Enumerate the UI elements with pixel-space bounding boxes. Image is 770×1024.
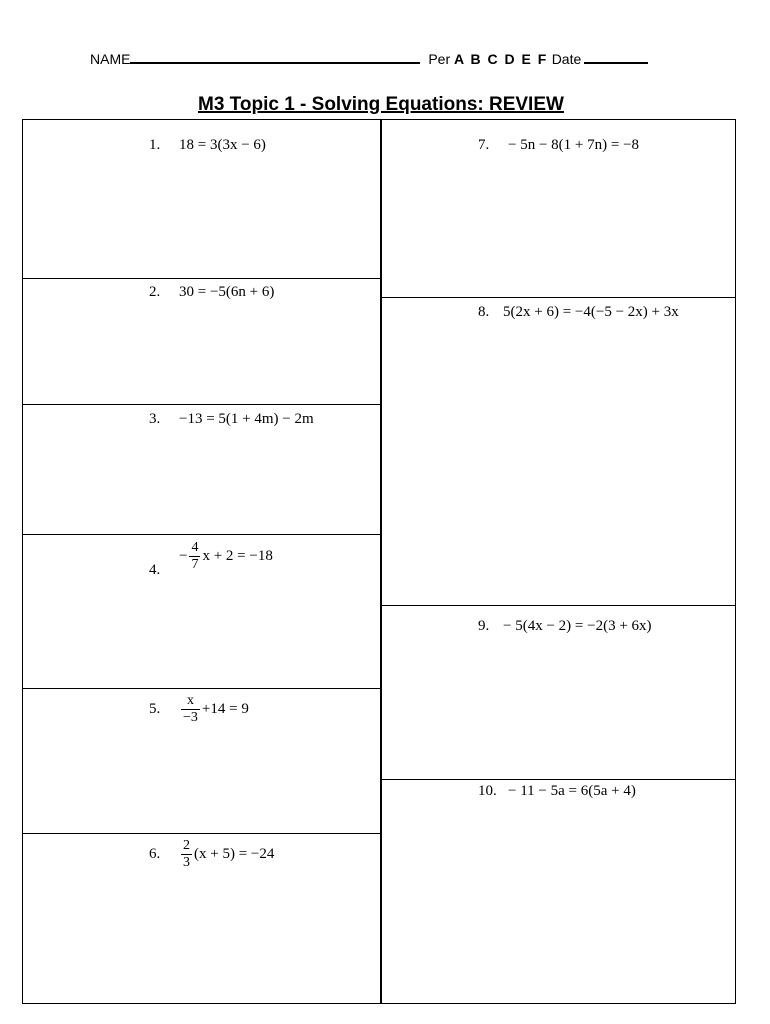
- problem-4: 4.− $\frac{4}{7}$ x + 2 = −18: [149, 540, 273, 578]
- row-divider: [23, 534, 380, 535]
- fraction: $\frac{4}{7}$: [191, 540, 199, 572]
- row-divider: [23, 833, 380, 834]
- fraction: $\frac{x}{-3}$: [183, 693, 198, 725]
- row-divider: [23, 688, 380, 689]
- problem-8: 8. 5(2x + 6) = −4(−5 − 2x) + 3x: [478, 304, 679, 320]
- problem-10: 10. − 11 − 5a = 6(5a + 4): [478, 783, 636, 799]
- fraction: $\frac{2}{3}$: [183, 838, 190, 870]
- name-field[interactable]: [130, 50, 420, 64]
- period-options: A B C D E F: [454, 51, 548, 67]
- problem-2: 2. 30 = −5(6n + 6): [149, 284, 275, 300]
- date-label: Date: [551, 51, 582, 67]
- row-divider: [23, 278, 380, 279]
- problem-3: 3. −13 = 5(1 + 4m) − 2m: [149, 411, 314, 427]
- page-title: M3 Topic 1 - Solving Equations: REVIEW: [198, 94, 564, 115]
- worksheet-grid: [22, 119, 736, 1004]
- row-divider: [380, 297, 735, 298]
- date-field[interactable]: [584, 50, 648, 64]
- header: [90, 50, 648, 67]
- problem-1: 1. 18 = 3(3x − 6): [149, 137, 266, 153]
- column-divider: [380, 120, 382, 1003]
- problem-6: 6. $\frac{2}{3}$ (x + 5) = −24: [149, 838, 275, 870]
- row-divider: [23, 404, 380, 405]
- row-divider: [380, 605, 735, 606]
- period-label: Per: [428, 51, 451, 67]
- row-divider: [380, 779, 735, 780]
- problem-9: 9. − 5(4x − 2) = −2(3 + 6x): [478, 618, 652, 634]
- name-label: NAME: [90, 51, 131, 67]
- problem-7: 7. − 5n − 8(1 + 7n) = −8: [478, 137, 640, 153]
- problem-5: 5. $\frac{x}{-3}$ +14 = 9: [149, 693, 249, 725]
